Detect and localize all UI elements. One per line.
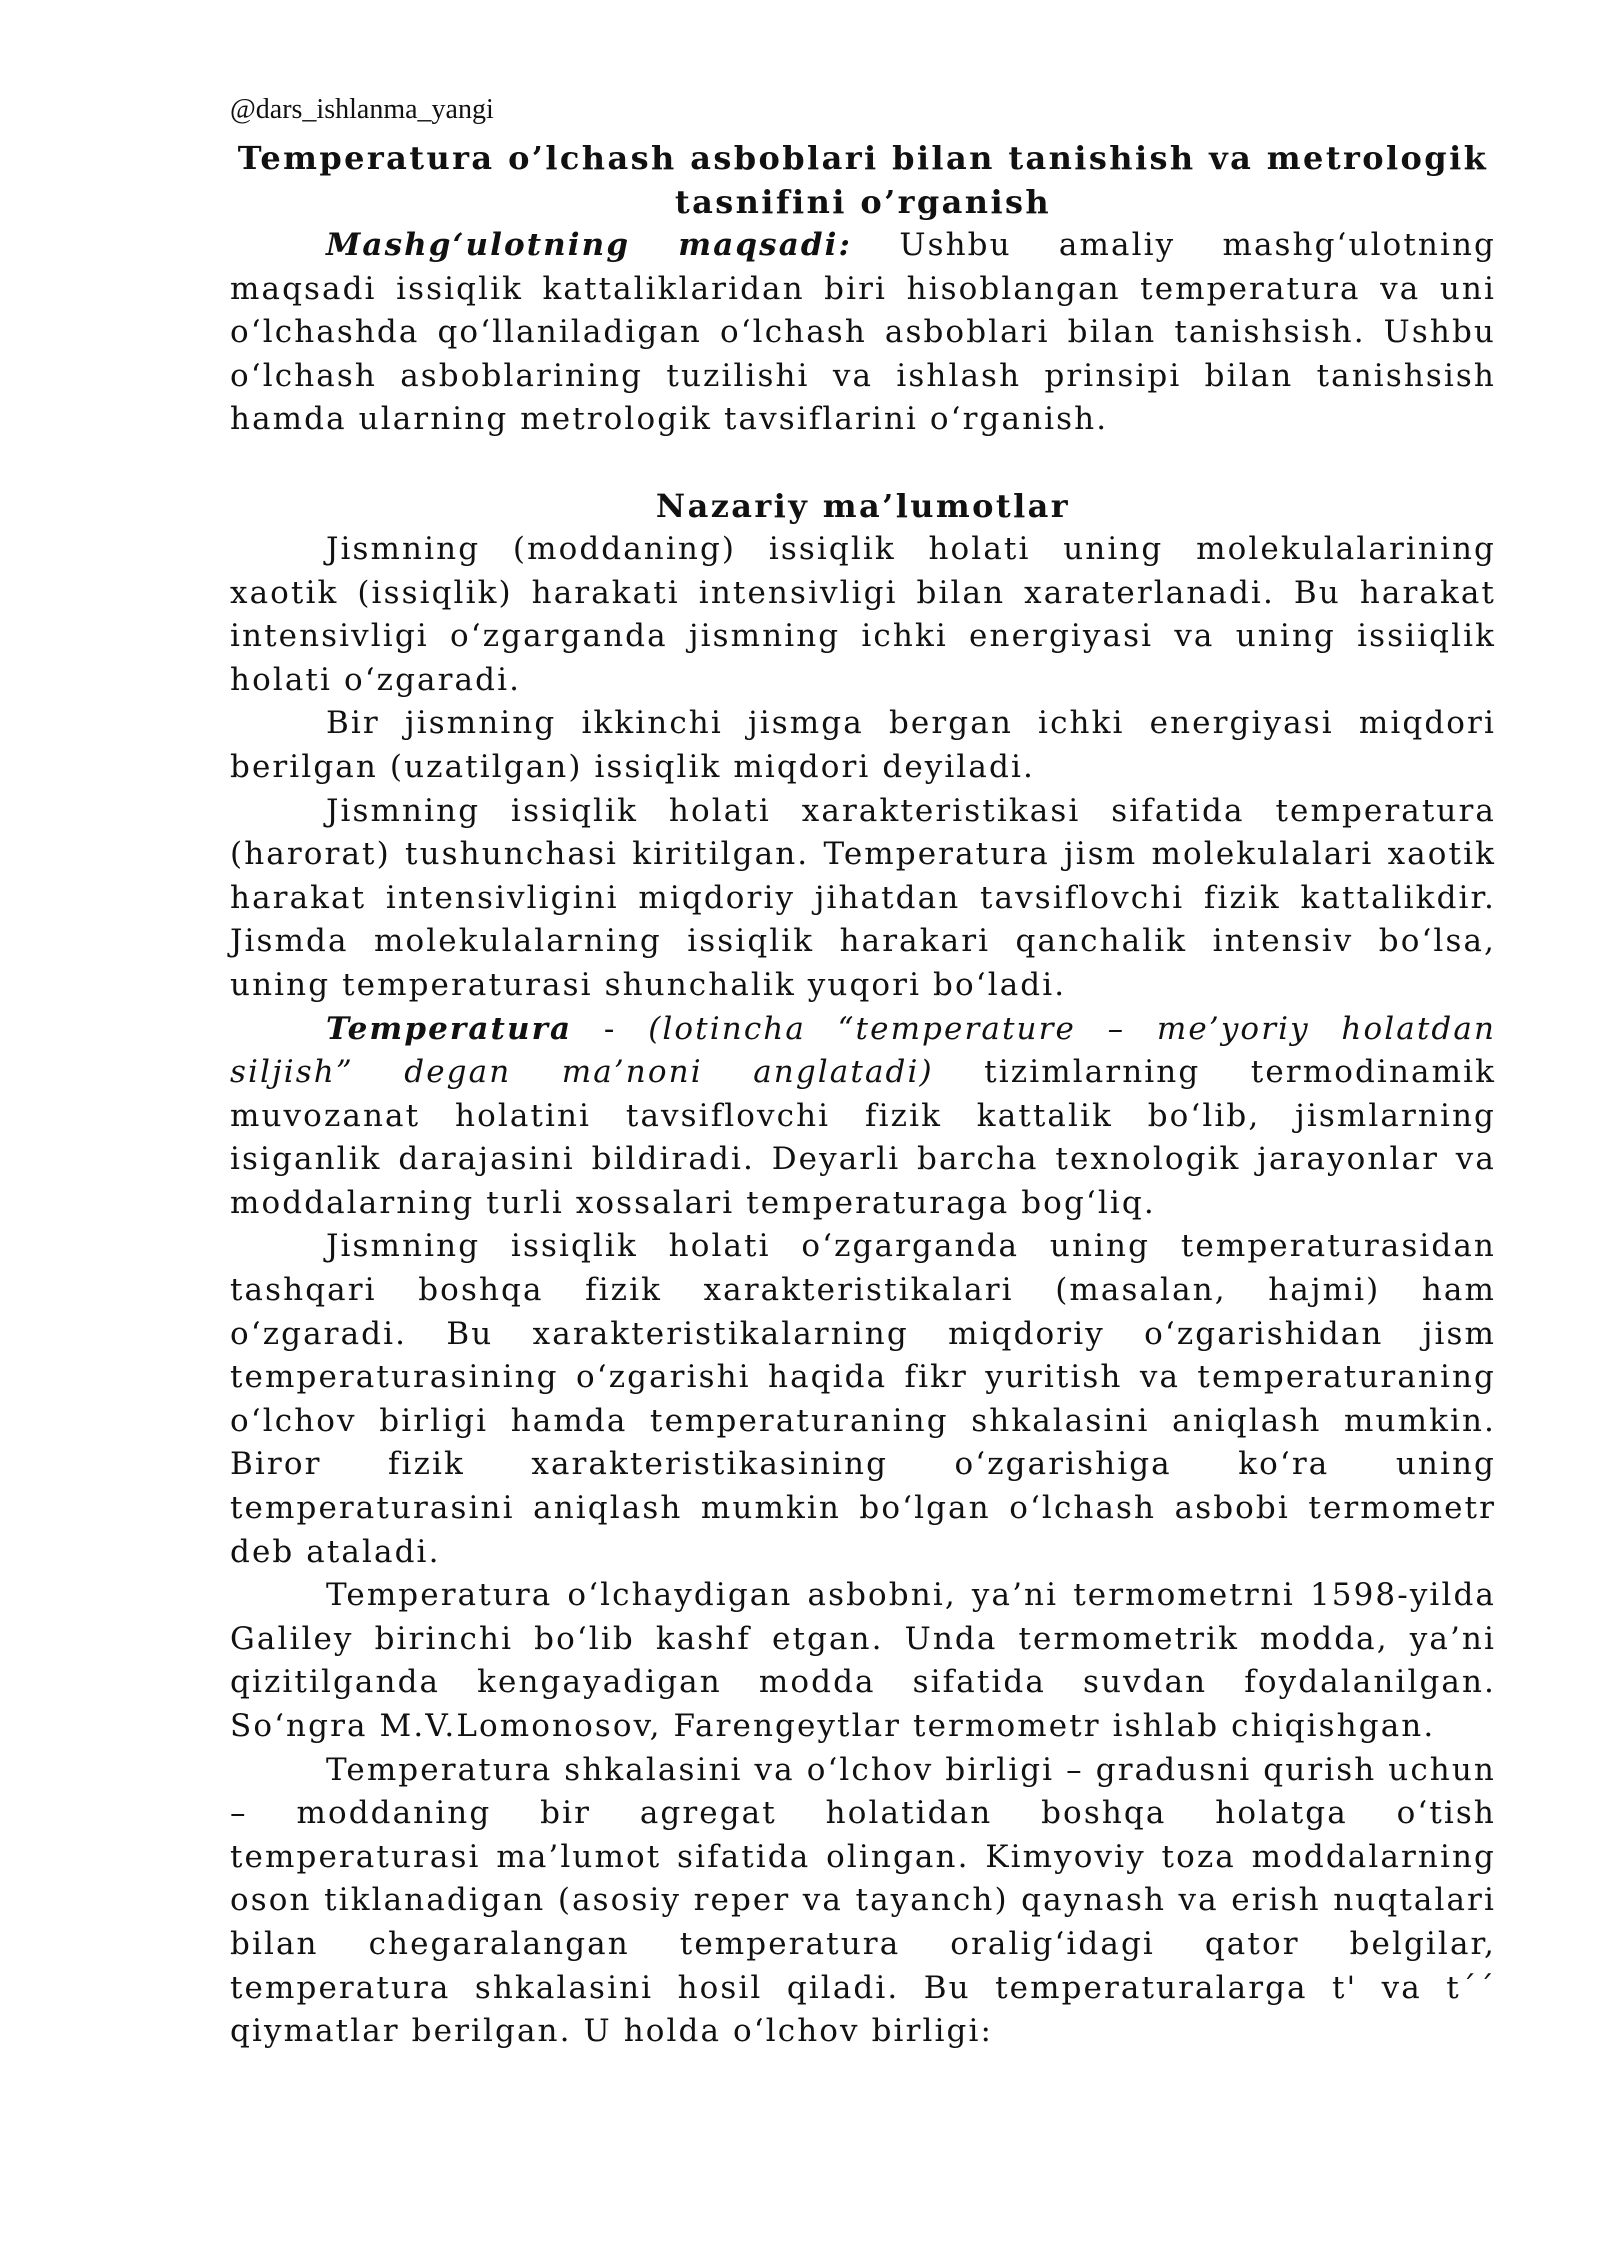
paragraph-7: Temperatura shkalasini va o‘lchov birligi – gradusni qurish uchun – moddaning bir agregat holatidan boshqa holatga o‘tish temperaturasi ma’lumot sifatida olingan. Kimyoviy toza moddalarning oson tiklanadigan (asosiy reper va tayanch) qaynash va erish nuqtalari bilan chegaralangan temperatura oralig‘idagi qator belgilar, temperatura shkalasini hosil qiladi. Bu temperaturalarga t' va t´´ qiymatlar berilgan. U holda o‘lchov birligi: <box>230 1751 1496 2050</box>
document-page <box>230 92 1496 2054</box>
goal-label: Mashg‘ulotning maqsadi: <box>326 227 853 263</box>
goal-paragraph <box>230 224 1496 442</box>
paragraph-1: Jismning (moddaning) issiqlik holati uning molekulalarining xaotik (issiqlik) harakati intensivligi bilan xaraterlanadi. Bu harakat intensivligi o‘zgarganda jismning ichki energiyasi va uning issiiqlik holati o‘zgaradi. <box>230 530 1496 698</box>
channel-handle: @dars_ishlanma_yangi <box>230 94 494 125</box>
document-title: Temperatura o’lchash asboblari bilan tanishish va metrologik tasnifini o’rganish <box>237 139 1489 221</box>
goal-text: Ushbu amaliy mashg‘ulotning maqsadi issiqlik kattaliklaridan biri hisoblangan temperatura va uni o‘lchashda qo‘llaniladigan o‘lchash asboblari bilan tanishsish. Ushbu o‘lchash asboblarining tuzilishi va ishlash prinsipi bilan tanishsish hamda ularning metrologik tavsiflarini o‘rganish. <box>230 227 1496 438</box>
term-temperatura: Temperatura <box>326 1010 573 1047</box>
paragraph-4 <box>230 1008 1496 1226</box>
paragraph-6: Temperatura o‘lchaydigan asbobni, ya’ni termometrni 1598-yilda Galiley birinchi bo‘lib kashf etgan. Unda termometrik modda, ya’ni qizitilganda kengayadigan modda sifatida suvdan foydalanilgan. So‘ngra M.V.Lomonosov, Farengeytlar termometr ishlab chiqishgan. <box>230 1577 1496 1744</box>
term-etymology: (lotincha “temperature – me’yoriy holatdan siljish” degan ma’noni anglatadi) <box>230 1010 1497 1091</box>
term-definition: tizimlarning termodinamik muvozanat holatini tavsiflovchi fizik kattalik bo‘lib, jismlarning isiganlik darajasini bildiradi. Deyarli barcha texnologik jarayonlar va moddalarning turli xossalari temperaturaga bog‘liq. <box>230 1054 1496 1221</box>
term-dash: - <box>572 1010 649 1047</box>
paragraph-2: Bir jismning ikkinchi jismga bergan ichki energiyasi miqdori berilgan (uzatilgan) issiqlik miqdori deyiladi. <box>230 705 1496 785</box>
paragraph-5: Jismning issiqlik holati o‘zgarganda uning temperaturasidan tashqari boshqa fizik xarakteristikalari (masalan, hajmi) ham o‘zgaradi. Bu xarakteristikalarning miqdoriy o‘zgarishidan jism temperaturasining o‘zgarishi haqida fikr yuritish va temperaturaning o‘lchov birligi hamda temperaturaning shkalasini aniqlash mumkin. Biror fizik xarakteristikasining o‘zgarishiga ko‘ra uning temperaturasini aniqlash mumkin bo‘lgan o‘lchash asbobi termometr deb ataladi. <box>230 1228 1496 1570</box>
section-title: Nazariy ma’lumotlar <box>655 486 1071 525</box>
paragraph-3: Jismning issiqlik holati xarakteristikasi sifatida temperatura (harorat) tushunchasi kiritilgan. Temperatura jism molekulalari xaotik harakat intensivligini miqdoriy jihatdan tavsiflovchi fizik kattalikdir. Jismda molekulalarning issiqlik harakari qanchalik intensiv bo‘lsa, uning temperaturasi shunchalik yuqori bo‘ladi. <box>230 792 1496 1003</box>
